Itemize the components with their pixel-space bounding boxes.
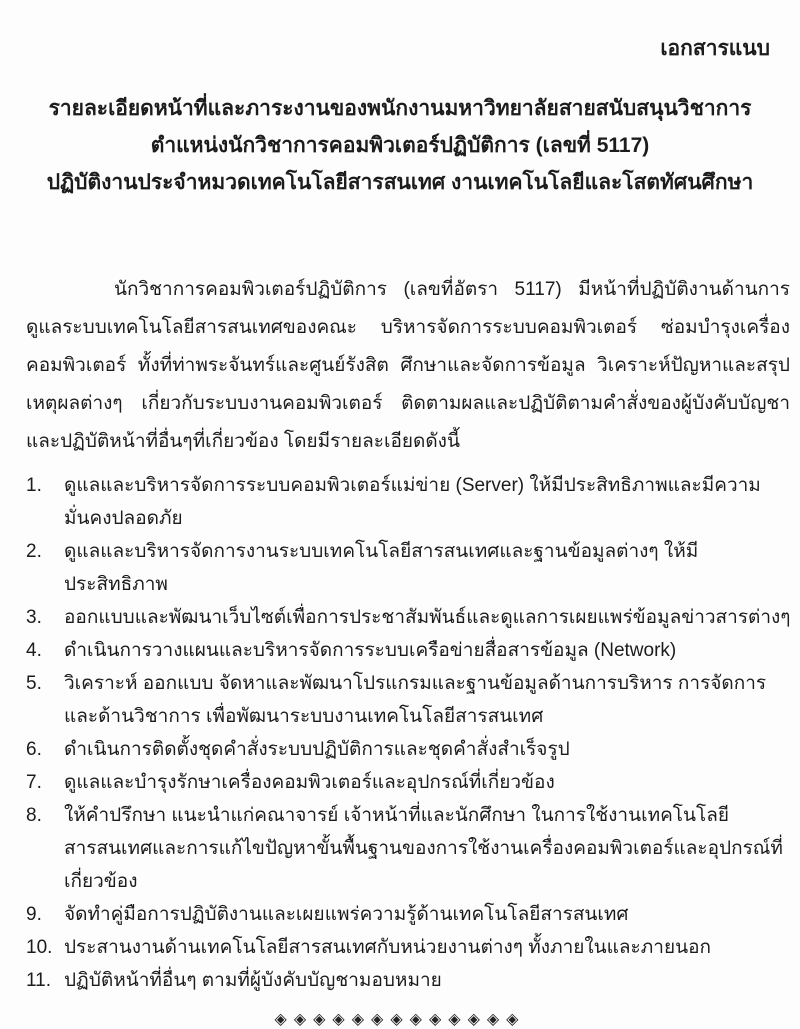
list-item-number: 5. [26,673,42,694]
list-item-number: 3. [26,607,42,628]
list-item-number: 4. [26,640,42,661]
list-item [26,601,792,634]
title-line-3: ปฏิบัติงานประจำหมวดเทคโนโลยีสารสนเทศ งานเทคโนโลยีและโสตทัศนศึกษา [46,171,754,194]
list-item-number: 10. [26,937,53,958]
list-item-number: 1. [26,475,42,496]
list-item-text: วิเคราะห์ ออกแบบ จัดหาและพัฒนาโปรแกรมและฐานข้อมูลด้านการบริหาร การจัดการ และด้านวิชาการ เพื่อพัฒนาระบบงานเทคโนโลยีสารสนเทศ [64,673,767,727]
diamond-divider: ◈◈◈◈◈◈◈◈◈◈◈◈◈ [274,1011,526,1028]
document-title [0,90,800,201]
list-item-number: 7. [26,772,42,793]
list-item-text: ดูแลและบริหารจัดการระบบคอมพิวเตอร์แม่ข่าย (Server) ให้มีประสิทธิภาพและมีความมั่นคงปลอดภัย [64,475,761,529]
list-item [26,898,792,931]
list-item-number: 9. [26,904,42,925]
list-item [26,667,792,733]
list-item [26,469,792,535]
list-item-number: 11. [26,970,52,991]
list-item-text: ให้คำปรึกษา แนะนำแก่คณาจารย์ เจ้าหน้าที่และนักศึกษา ในการใช้งานเทคโนโลยีสารสนเทศและการแก้ไขปัญหาขั้นพื้นฐานของการใช้งานเครื่องคอมพิวเตอร์และอุปกรณ์ที่เกี่ยวข้อง [64,805,783,892]
list-item [26,733,792,766]
list-item [26,766,792,799]
list-item-text: ประสานงานด้านเทคโนโลยีสารสนเทศกับหน่วยงานต่างๆ ทั้งภายในและภายนอก [64,937,711,958]
list-item-text: ดูแลและบำรุงรักษาเครื่องคอมพิวเตอร์และอุปกรณ์ที่เกี่ยวข้อง [64,772,555,793]
list-item [26,634,792,667]
list-item-number: 2. [26,541,42,562]
list-item [26,931,792,964]
list-item [26,535,792,601]
intro-paragraph: นักวิชาการคอมพิวเตอร์ปฏิบัติการ (เลขที่อัตรา 5117) มีหน้าที่ปฏิบัติงานด้านการดูแลระบบเทคโนโลยีสารสนเทศของคณะ บริหารจัดการระบบคอมพิวเตอร์ ซ่อมบำรุงเครื่องคอมพิวเตอร์ ทั้งที่ท่าพระจันทร์และศูนย์รังสิต ศึกษาและจัดการข้อมูล วิเคราะห์ปัญหาและสรุปเหตุผลต่างๆ เกี่ยวกับระบบงานคอมพิวเตอร์ ติดตามผลและปฏิบัติตามคำสั่งของผู้บังคับบัญชาและปฏิบัติหน้าที่อื่นๆที่เกี่ยวข้อง โดยมีรายละเอียดดังนี้ [26,279,790,452]
list-item-number: 8. [26,805,42,826]
list-item-text: จัดทำคู่มือการปฏิบัติงานและเผยแพร่ความรู้ด้านเทคโนโลยีสารสนเทศ [64,904,629,925]
duty-list [26,469,792,997]
list-item-text: ปฏิบัติหน้าที่อื่นๆ ตามที่ผู้บังคับบัญชามอบหมาย [64,970,442,991]
list-item-number: 6. [26,739,42,760]
title-line-2: ตำแหน่งนักวิชาการคอมพิวเตอร์ปฏิบัติการ (เลขที่ 5117) [150,134,650,157]
list-item-text: ออกแบบและพัฒนาเว็บไซต์เพื่อการประชาสัมพันธ์และดูแลการเผยแพร่ข้อมูลข่าวสารต่างๆ [64,607,791,628]
list-item [26,964,792,997]
attachment-corner-label: เอกสารแนบ [660,37,770,60]
list-item-text: ดำเนินการวางแผนและบริหารจัดการระบบเครือข่ายสื่อสารข้อมูล (Network) [64,640,677,661]
list-item-text: ดูแลและบริหารจัดการงานระบบเทคโนโลยีสารสนเทศและฐานข้อมูลต่างๆ ให้มีประสิทธิภาพ [64,541,699,595]
list-item [26,799,792,898]
list-item-text: ดำเนินการติดตั้งชุดคำสั่งระบบปฏิบัติการและชุดคำสั่งสำเร็จรูป [64,739,570,760]
title-line-1: รายละเอียดหน้าที่และภาระงานของพนักงานมหาวิทยาลัยสายสนับสนุนวิชาการ [48,97,752,120]
